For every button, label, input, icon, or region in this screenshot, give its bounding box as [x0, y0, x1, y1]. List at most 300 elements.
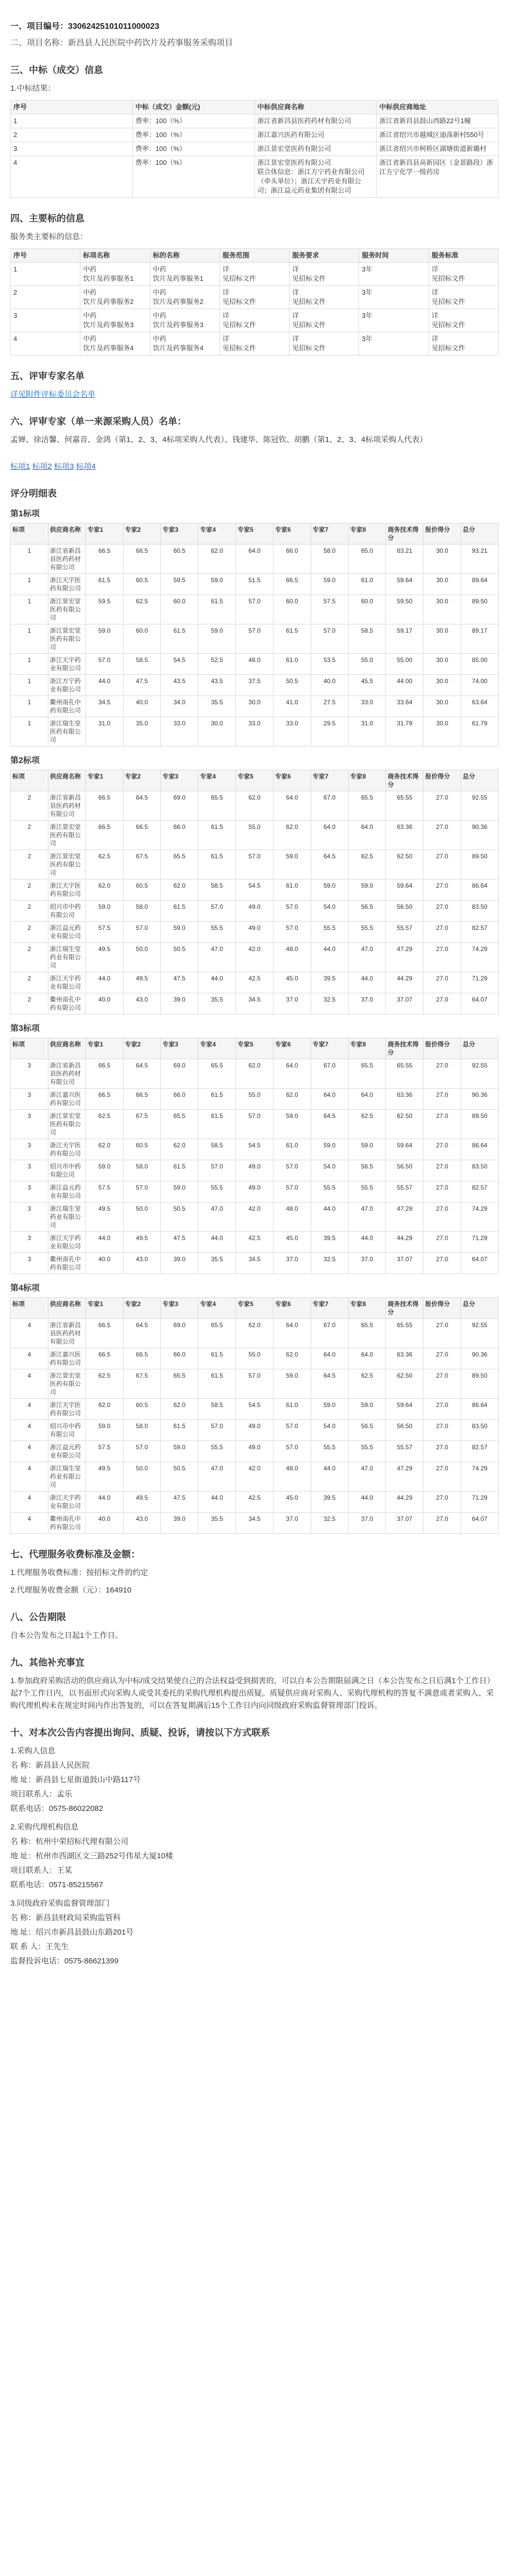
score-table-row — [11, 1160, 499, 1181]
targets-table-header: 服务时间 — [359, 249, 429, 263]
score-group — [10, 1281, 499, 1534]
score-table-cell: 59.64 — [386, 574, 423, 595]
score-table-row — [11, 1202, 499, 1232]
targets-table-header: 序号 — [11, 249, 80, 263]
score-table-cell: 浙江天宇医药有限公司 — [48, 1399, 86, 1420]
score-group — [10, 507, 499, 747]
score-table-cell: 44.29 — [386, 1232, 423, 1253]
score-table-cell: 61.5 — [198, 1089, 236, 1110]
score-table-cell: 55.5 — [348, 1441, 386, 1462]
score-table-cell: 49.0 — [236, 1160, 274, 1181]
score-table-cell: 66.5 — [123, 1089, 161, 1110]
score-table-cell: 62.5 — [123, 595, 161, 624]
section-award-title: 三、中标（成交）信息 — [10, 65, 103, 75]
score-table-cell: 89.50 — [461, 595, 499, 624]
score-table-cell: 59.64 — [386, 1399, 423, 1420]
score-table-cell: 1 — [11, 696, 48, 717]
score-table-cell: 1 — [11, 675, 48, 696]
score-table-cell: 55.5 — [311, 1181, 348, 1202]
score-table-cell: 83.50 — [461, 901, 499, 922]
score-table-cell: 66.5 — [273, 574, 311, 595]
score-table-cell: 43.5 — [198, 675, 236, 696]
score-table-cell: 43.0 — [123, 1253, 161, 1274]
score-table-cell: 59.0 — [86, 624, 123, 654]
score-table-cell: 52.5 — [198, 654, 236, 675]
score-table-cell: 57.0 — [198, 1420, 236, 1441]
score-table-cell: 49.0 — [236, 1441, 274, 1462]
score-table-cell: 62.0 — [273, 821, 311, 850]
score-table-cell: 27.0 — [423, 821, 461, 850]
targets-table-cell: 中药 饮片及药事服务4 — [80, 332, 150, 355]
score-table-cell: 4 — [11, 1369, 48, 1399]
score-table-header: 专家5 — [236, 1038, 274, 1059]
score-table-header: 报价得分 — [423, 770, 461, 791]
score-table-header: 专家7 — [311, 1298, 348, 1319]
score-table-cell: 44.0 — [86, 1232, 123, 1253]
targets-table-body — [11, 263, 499, 355]
targets-table-cell: 中药 饮片及药事服务2 — [80, 286, 150, 309]
award-table-cell: 4 — [11, 156, 133, 198]
score-table-cell: 27.0 — [423, 943, 461, 972]
score-table-cell: 55.0 — [236, 1089, 274, 1110]
score-table-header: 专家7 — [311, 523, 348, 545]
score-table-cell: 35.5 — [198, 993, 236, 1014]
score-table-cell: 37.0 — [273, 1253, 311, 1274]
score-table-cell: 65.5 — [198, 1319, 236, 1348]
score-table-cell: 54.5 — [236, 879, 274, 901]
targets-table-cell: 详 见招标文件 — [290, 263, 359, 286]
score-table-cell: 57.0 — [236, 850, 274, 879]
score-table-header: 总分 — [461, 523, 499, 545]
section-main-targets-subtitle: 服务类主要标的信息： — [10, 232, 88, 241]
section-expert-list — [10, 370, 499, 401]
score-table-cell: 3 — [11, 1139, 48, 1160]
section-contact — [10, 1726, 499, 1968]
score-table-cell: 55.5 — [348, 922, 386, 943]
score-table-cell: 2 — [11, 972, 48, 993]
score-table-row — [11, 1420, 499, 1441]
score-table-header: 专家4 — [198, 1298, 236, 1319]
score-table-cell: 82.57 — [461, 1441, 499, 1462]
score-table-cell: 31.0 — [86, 717, 123, 747]
award-table-cell: 浙江省新昌县高新园区（金景路段）浙江方宁化学一级药房 — [377, 156, 499, 198]
score-table-cell: 浙江省新昌县医药药材有限公司 — [48, 545, 86, 574]
score-table-cell: 62.0 — [161, 1139, 198, 1160]
score-table-cell: 62.0 — [161, 1399, 198, 1420]
item-link-2[interactable]: 标项2 — [32, 462, 52, 471]
score-group-title: 第3标项 — [10, 1024, 40, 1033]
score-table-cell: 浙江瑞生堂药业有限公司 — [48, 1202, 86, 1232]
score-table-cell: 55.5 — [198, 1181, 236, 1202]
score-table-row — [11, 1369, 499, 1399]
score-table-cell: 33.0 — [161, 717, 198, 747]
score-table-cell: 4 — [11, 1441, 48, 1462]
score-table-cell: 64.0 — [311, 821, 348, 850]
section-award-subtitle: 1.中标结果： — [10, 84, 56, 93]
section-scores — [10, 487, 499, 1534]
score-table-cell: 42.5 — [236, 1232, 274, 1253]
targets-table-row — [11, 309, 499, 332]
targets-table-cell: 详 见招标文件 — [290, 309, 359, 332]
score-table-cell: 4 — [11, 1513, 48, 1534]
targets-table-cell: 2 — [11, 286, 80, 309]
targets-table-cell: 4 — [11, 332, 80, 355]
score-table-header: 专家2 — [123, 1038, 161, 1059]
targets-table-cell: 详 见招标文件 — [219, 286, 289, 309]
score-table-cell: 62.50 — [386, 1369, 423, 1399]
targets-table-header: 服务标准 — [429, 249, 498, 263]
score-table-cell: 59.0 — [86, 1420, 123, 1441]
score-table-cell: 49.0 — [236, 1181, 274, 1202]
score-table-cell: 2 — [11, 993, 48, 1014]
award-table-cell: 浙江景宏堂医药有限公司 联合体信息：浙江方宁药业有限公司（牵头单位）；浙江天宇药业有限公司；浙江益元药业集团有限公司 — [254, 156, 377, 198]
award-table-cell: 浙江省新昌县鼓山西路22号1幢 — [377, 114, 499, 128]
score-table-cell: 57.5 — [86, 922, 123, 943]
agency-name: 名 称：杭州中荣招标代理有限公司 — [10, 1837, 129, 1846]
score-table-cell: 43.0 — [123, 1513, 161, 1534]
item-link-4[interactable]: 标项4 — [76, 462, 96, 471]
score-table-cell: 浙江天宇药业有限公司 — [48, 654, 86, 675]
score-table-cell: 4 — [11, 1492, 48, 1513]
score-table-cell: 32.5 — [311, 993, 348, 1014]
score-table-header: 专家2 — [123, 1298, 161, 1319]
score-table-cell: 59.0 — [161, 922, 198, 943]
score-table-cell: 35.0 — [123, 717, 161, 747]
score-table-cell: 64.5 — [311, 1369, 348, 1399]
score-table-header-row — [11, 770, 499, 791]
score-table-row — [11, 1462, 499, 1492]
score-table-cell: 50.5 — [273, 675, 311, 696]
score-table-cell: 64.5 — [311, 850, 348, 879]
score-table-cell: 61.79 — [461, 717, 499, 747]
score-table-cell: 92.55 — [461, 1319, 499, 1348]
score-table-header: 专家7 — [311, 1038, 348, 1059]
section-links — [10, 461, 499, 473]
score-table-cell: 3 — [11, 1110, 48, 1139]
score-table-row — [11, 574, 499, 595]
score-table-cell: 69.0 — [161, 1319, 198, 1348]
score-table-cell: 65.5 — [161, 1110, 198, 1139]
score-table-cell: 44.29 — [386, 972, 423, 993]
score-table-cell: 55.57 — [386, 1181, 423, 1202]
score-table-cell: 浙江天宇医药有限公司 — [48, 1139, 86, 1160]
score-table-cell: 66.5 — [86, 1059, 123, 1089]
award-table-cell: 浙江省新昌县医药药材有限公司 — [254, 114, 377, 128]
score-table-cell: 57.0 — [273, 1420, 311, 1441]
score-group-title: 第1标项 — [10, 510, 40, 518]
score-table-cell: 27.0 — [423, 1348, 461, 1369]
score-table-cell: 37.0 — [348, 1253, 386, 1274]
targets-table — [10, 248, 499, 355]
score-table-cell: 67.0 — [311, 1319, 348, 1348]
score-table-row — [11, 545, 499, 574]
score-table-header: 报价得分 — [423, 1298, 461, 1319]
score-table-cell: 浙江瑞生堂药业有限公司 — [48, 1462, 86, 1492]
score-table-header: 专家2 — [123, 770, 161, 791]
score-table-cell: 57.0 — [198, 1160, 236, 1181]
score-table-cell: 65.5 — [161, 850, 198, 879]
targets-table-header: 标项名称 — [80, 249, 150, 263]
score-table-cell: 64.5 — [123, 791, 161, 821]
score-table-cell: 浙江瑞生堂药业有限公司 — [48, 943, 86, 972]
score-table-header: 商务技术得分 — [386, 1038, 423, 1059]
score-table-cell: 64.0 — [348, 1348, 386, 1369]
score-table-cell: 63.36 — [386, 1348, 423, 1369]
award-table-row — [11, 142, 499, 156]
contact-block-purchaser — [10, 1745, 499, 1815]
score-table-cell: 47.5 — [161, 972, 198, 993]
targets-table-header: 服务要求 — [290, 249, 359, 263]
award-table-cell: 费率：100（%） — [132, 114, 254, 128]
score-table-cell: 89.50 — [461, 1369, 499, 1399]
score-table-cell: 55.00 — [386, 654, 423, 675]
score-table-cell: 34.0 — [161, 696, 198, 717]
score-table-row — [11, 821, 499, 850]
score-table-cell: 55.0 — [236, 1348, 274, 1369]
score-table-cell: 衢州南孔中药有限公司 — [48, 1513, 86, 1534]
score-table-cell: 60.5 — [123, 574, 161, 595]
score-table-row — [11, 595, 499, 624]
agency-address: 地 址：杭州市西湖区文三路252号伟星大厦10楼 — [10, 1852, 173, 1860]
score-table-cell: 50.0 — [123, 1462, 161, 1492]
score-table-row — [11, 1492, 499, 1513]
score-table-cell: 27.0 — [423, 850, 461, 879]
score-table-row — [11, 1399, 499, 1420]
targets-table-cell: 详 见招标文件 — [219, 263, 289, 286]
score-table-cell: 43.5 — [161, 675, 198, 696]
score-table-row — [11, 1441, 499, 1462]
score-table-cell: 27.0 — [423, 1369, 461, 1399]
score-table-cell: 27.0 — [423, 1110, 461, 1139]
score-table-cell: 62.0 — [236, 1319, 274, 1348]
score-table-cell: 32.5 — [311, 1513, 348, 1534]
score-table-header: 专家3 — [161, 1038, 198, 1059]
score-table-cell: 40.0 — [86, 1253, 123, 1274]
score-table-cell: 61.5 — [198, 850, 236, 879]
score-table-row — [11, 696, 499, 717]
score-table-cell: 64.07 — [461, 1513, 499, 1534]
score-table-cell: 61.0 — [273, 879, 311, 901]
score-table-cell: 30.0 — [423, 675, 461, 696]
targets-table-header: 标的名称 — [150, 249, 219, 263]
score-table-cell: 59.0 — [348, 879, 386, 901]
supervisor-phone: 监督投诉电话：0575-86621399 — [10, 1957, 119, 1965]
score-table-cell: 27.5 — [311, 696, 348, 717]
targets-table-cell: 3年 — [359, 263, 429, 286]
score-table-row — [11, 1513, 499, 1534]
score-table-cell: 27.0 — [423, 1232, 461, 1253]
score-table-cell: 27.0 — [423, 1492, 461, 1513]
score-table-cell: 27.0 — [423, 1181, 461, 1202]
targets-table-header-row — [11, 249, 499, 263]
score-table-cell: 61.5 — [198, 1369, 236, 1399]
item-link-3[interactable]: 标项3 — [54, 462, 74, 471]
score-table-cell: 57.0 — [273, 922, 311, 943]
score-table-cell: 57.0 — [236, 1369, 274, 1399]
score-table-cell: 49.5 — [123, 1232, 161, 1253]
score-table-cell: 89.64 — [461, 574, 499, 595]
score-table-cell: 37.07 — [386, 1253, 423, 1274]
score-table-cell: 1 — [11, 545, 48, 574]
contact-block-supervisor — [10, 1897, 499, 1968]
score-table-cell: 浙江景宏堂医药有限公司 — [48, 850, 86, 879]
score-table-cell: 83.50 — [461, 1160, 499, 1181]
score-table-cell: 27.0 — [423, 1253, 461, 1274]
score-table-cell: 49.5 — [123, 1492, 161, 1513]
score-table-cell: 47.0 — [348, 943, 386, 972]
score-table-header: 总分 — [461, 770, 499, 791]
score-table-cell: 浙江嘉兴医药有限公司 — [48, 1089, 86, 1110]
score-table-cell: 58.5 — [123, 654, 161, 675]
score-table-cell: 64.07 — [461, 993, 499, 1014]
score-table-row — [11, 1110, 499, 1139]
score-table-cell: 62.5 — [86, 1110, 123, 1139]
score-table-cell: 44.0 — [86, 675, 123, 696]
supervisor-label: 3.同级政府采购监督管理部门 — [10, 1899, 110, 1908]
score-table-cell: 47.0 — [348, 1462, 386, 1492]
score-table-cell: 47.29 — [386, 1462, 423, 1492]
score-table-cell: 61.5 — [161, 624, 198, 654]
targets-table-cell: 详 见招标文件 — [429, 286, 498, 309]
score-table-cell: 49.0 — [236, 922, 274, 943]
score-table-header: 专家4 — [198, 770, 236, 791]
score-table-cell: 45.0 — [273, 972, 311, 993]
score-table-cell: 58.0 — [123, 1420, 161, 1441]
score-table-cell: 93.21 — [461, 545, 499, 574]
score-table-cell: 3 — [11, 1181, 48, 1202]
score-table-cell: 35.5 — [198, 1253, 236, 1274]
purchaser-person: 项目联系人：孟乐 — [10, 1790, 73, 1799]
score-table-cell: 48.0 — [273, 1202, 311, 1232]
score-table-cell: 57.0 — [123, 1441, 161, 1462]
score-table-header: 总分 — [461, 1038, 499, 1059]
score-table-cell: 29.5 — [311, 717, 348, 747]
score-table-cell: 33.0 — [236, 717, 274, 747]
score-table-cell: 47.5 — [161, 1232, 198, 1253]
score-table-cell: 27.0 — [423, 1160, 461, 1181]
score-table-cell: 2 — [11, 879, 48, 901]
score-table-cell: 绍兴市中药有限公司 — [48, 1160, 86, 1181]
award-table-header: 中标（成交）金额(元) — [132, 100, 254, 114]
score-table-cell: 66.5 — [86, 545, 123, 574]
score-table-cell: 39.0 — [161, 1513, 198, 1534]
score-table-cell: 30.0 — [423, 624, 461, 654]
score-table-row — [11, 654, 499, 675]
score-table-cell: 74.29 — [461, 1462, 499, 1492]
award-table-cell: 浙江景宏堂医药有限公司 — [254, 142, 377, 156]
score-table-cell: 2 — [11, 943, 48, 972]
score-table-cell: 49.5 — [86, 943, 123, 972]
score-table-cell: 90.36 — [461, 1348, 499, 1369]
score-table-cell: 66.5 — [123, 545, 161, 574]
score-group — [10, 754, 499, 1014]
score-table-header: 供应商名称 — [48, 770, 86, 791]
score-table-cell: 59.0 — [86, 901, 123, 922]
score-table-cell: 4 — [11, 1462, 48, 1492]
score-table-cell: 65.55 — [386, 791, 423, 821]
score-table-cell: 47.5 — [123, 675, 161, 696]
score-table-cell: 92.55 — [461, 791, 499, 821]
score-table-header: 专家5 — [236, 523, 274, 545]
score-table-cell: 59.0 — [273, 850, 311, 879]
score-table-cell: 54.0 — [311, 901, 348, 922]
score-table-cell: 59.0 — [348, 1399, 386, 1420]
score-table-cell: 48.0 — [273, 1462, 311, 1492]
score-table-cell: 55.0 — [236, 821, 274, 850]
scores-container — [10, 507, 499, 1534]
score-table-row — [11, 624, 499, 654]
score-table-cell: 浙江景宏堂医药有限公司 — [48, 1369, 86, 1399]
score-table-cell: 44.0 — [86, 1492, 123, 1513]
score-table-row — [11, 1089, 499, 1110]
award-table-header: 序号 — [11, 100, 133, 114]
score-table-cell: 37.0 — [348, 993, 386, 1014]
score-table-header: 供应商名称 — [48, 1298, 86, 1319]
score-table-cell: 71.29 — [461, 972, 499, 993]
score-table — [10, 523, 499, 747]
score-table-cell: 47.0 — [348, 1202, 386, 1232]
item-link-1[interactable]: 标项1 — [10, 462, 30, 471]
targets-table-cell: 中药 饮片及药事服务1 — [150, 263, 219, 286]
score-table-cell: 67.0 — [311, 1059, 348, 1089]
score-table-header: 专家8 — [348, 1298, 386, 1319]
score-table-cell: 27.0 — [423, 1399, 461, 1420]
score-table-cell: 57.0 — [311, 624, 348, 654]
score-table-cell: 62.5 — [348, 1369, 386, 1399]
score-table-cell: 89.50 — [461, 850, 499, 879]
score-table-cell: 59.0 — [311, 1399, 348, 1420]
score-table-cell: 55.5 — [311, 1441, 348, 1462]
targets-table-cell: 详 见招标文件 — [429, 332, 498, 355]
score-table-cell: 30.0 — [423, 545, 461, 574]
section-other-info-title: 九、其他补充事宜 — [10, 1657, 84, 1668]
score-table-cell: 62.50 — [386, 1110, 423, 1139]
agency-phone: 联系电话：0571-85215567 — [10, 1880, 104, 1889]
score-table-cell: 44.29 — [386, 1492, 423, 1513]
score-table-cell: 浙江瑞生堂医药有限公司 — [48, 717, 86, 747]
score-table-cell: 30.0 — [236, 696, 274, 717]
score-table-header: 标项 — [11, 1038, 48, 1059]
score-table-cell: 65.55 — [386, 1319, 423, 1348]
score-table-cell: 58.5 — [198, 1399, 236, 1420]
score-table-cell: 67.5 — [123, 850, 161, 879]
score-table-cell: 59.64 — [386, 879, 423, 901]
score-table-cell: 27.0 — [423, 1059, 461, 1089]
score-table-cell: 27.0 — [423, 1513, 461, 1534]
score-table-cell: 56.5 — [348, 1420, 386, 1441]
score-table-cell: 55.57 — [386, 922, 423, 943]
score-table-cell: 57.5 — [311, 595, 348, 624]
section-agent-fee — [10, 1548, 499, 1597]
score-table-cell: 3 — [11, 1059, 48, 1089]
expert-list-link[interactable]: 详见附件评标委员会名单 — [10, 390, 96, 399]
score-table-cell: 27.0 — [423, 1319, 461, 1348]
purchaser-label: 1.采购人信息 — [10, 1747, 56, 1755]
score-table-cell: 62.5 — [348, 850, 386, 879]
score-table-cell: 90.36 — [461, 1089, 499, 1110]
score-table-cell: 37.07 — [386, 993, 423, 1014]
score-table-cell: 浙江天宇药业有限公司 — [48, 972, 86, 993]
score-table-cell: 55.57 — [386, 1441, 423, 1462]
score-table-cell: 44.0 — [198, 972, 236, 993]
targets-table-cell: 3年 — [359, 332, 429, 355]
score-table-cell: 61.5 — [161, 1420, 198, 1441]
score-table-cell: 44.0 — [348, 1492, 386, 1513]
score-table-cell: 63.64 — [461, 696, 499, 717]
score-table-cell: 27.0 — [423, 972, 461, 993]
targets-table-cell: 中药 饮片及药事服务3 — [80, 309, 150, 332]
score-table-cell: 57.5 — [86, 1181, 123, 1202]
